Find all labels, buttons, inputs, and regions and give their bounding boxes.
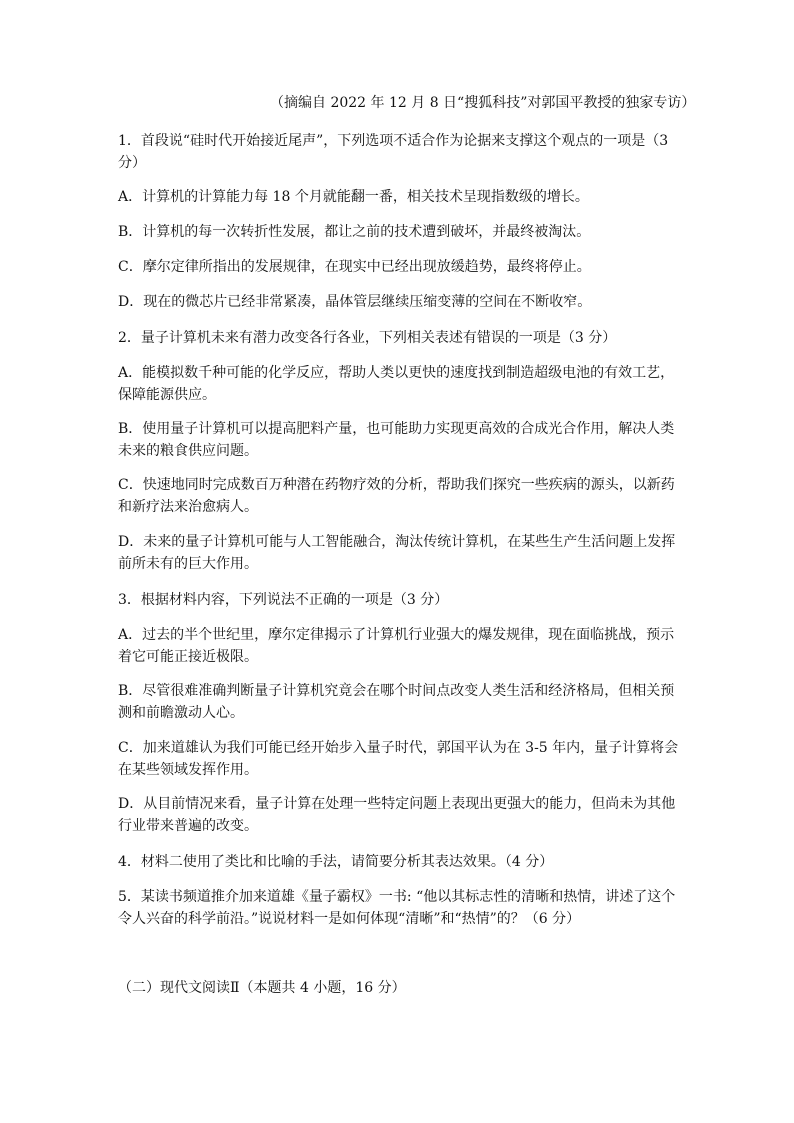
q1-option-b: B．计算机的每一次转折性发展，都让之前的技术遭到破坏，并最终被淘汰。 [118, 224, 591, 240]
q2-option-d: D．未来的量子计算机可能与人工智能融合，淘汰传统计算机，在某些生产生活问题上发挥前所未有的巨大作用。 [118, 534, 676, 572]
q1-option-d: D．现在的微芯片已经非常紧凑，晶体管层继续压缩变薄的空间在不断收窄。 [118, 294, 592, 310]
q3-option-d: D．从目前情况来看，量子计算在处理一些特定问题上表现出更强大的能力，但尚未为其他行业带来普遍的改变。 [118, 796, 676, 834]
q2-option-b: B．使用量子计算机可以提高肥料产量，也可能助力实现更高效的合成光合作用，解决人类未来的粮食供应问题。 [118, 421, 675, 459]
q1-option-c: C．摩尔定律所指出的发展规律，在现实中已经出现放缓趋势，最终将停止。 [118, 259, 591, 275]
q3-stem: 3．根据材料内容，下列说法不正确的一项是（3 分） [118, 592, 449, 608]
q2-option-a: A．能模拟数千种可能的化学反应，帮助人类以更快的速度找到制造超级电池的有效工艺，保障能源供应。 [118, 365, 675, 403]
q2-stem: 2．量子计算机未来有潜力改变各行各业，下列相关表述有错误的一项是（3 分） [118, 330, 617, 346]
q4-stem: 4．材料二使用了类比和比喻的手法，请简要分析其表达效果。（4 分） [118, 854, 554, 870]
q1-option-a: A．计算机的计算能力每 18 个月就能翻一番，相关技术呈现指数级的增长。 [118, 189, 589, 205]
q3-option-b: B．尽管很难准确判断量子计算机究竟会在哪个时间点改变人类生活和经济格局，但相关预测和前瞻激动人心。 [118, 683, 675, 721]
source-note: （摘编自 2022 年 12 月 8 日“搜狐科技”对郭国平教授的独家专访） [270, 95, 696, 111]
q3-option-a: A．过去的半个世纪里，摩尔定律揭示了计算机行业强大的爆发规律，现在面临挑战，预示着它可能正接近极限。 [118, 627, 675, 665]
q3-option-c: C．加来道雄认为我们可能已经开始步入量子时代，郭国平认为在 3-5 年内，量子计算将会在某些领域发挥作用。 [118, 740, 679, 778]
section-heading: （二）现代文阅读Ⅱ（本题共 4 小题，16 分） [118, 980, 406, 996]
q2-option-c: C．快速地同时完成数百万种潜在药物疗效的分析，帮助我们探究一些疾病的源头，以新药和新疗法来治愈病人。 [118, 477, 675, 515]
q5-stem: 5．某读书频道推介加来道雄《量子霸权》一书: “他以其标志性的清晰和热情，讲述了这个令人兴奋的科学前沿。”说说材料一是如何体现“清晰”和“热情”的？（6 分） [118, 889, 676, 927]
q1-stem: 1．首段说“硅时代开始接近尾声”，下列选项不适合作为论据来支撑这个观点的一项是（3分） [118, 133, 669, 171]
